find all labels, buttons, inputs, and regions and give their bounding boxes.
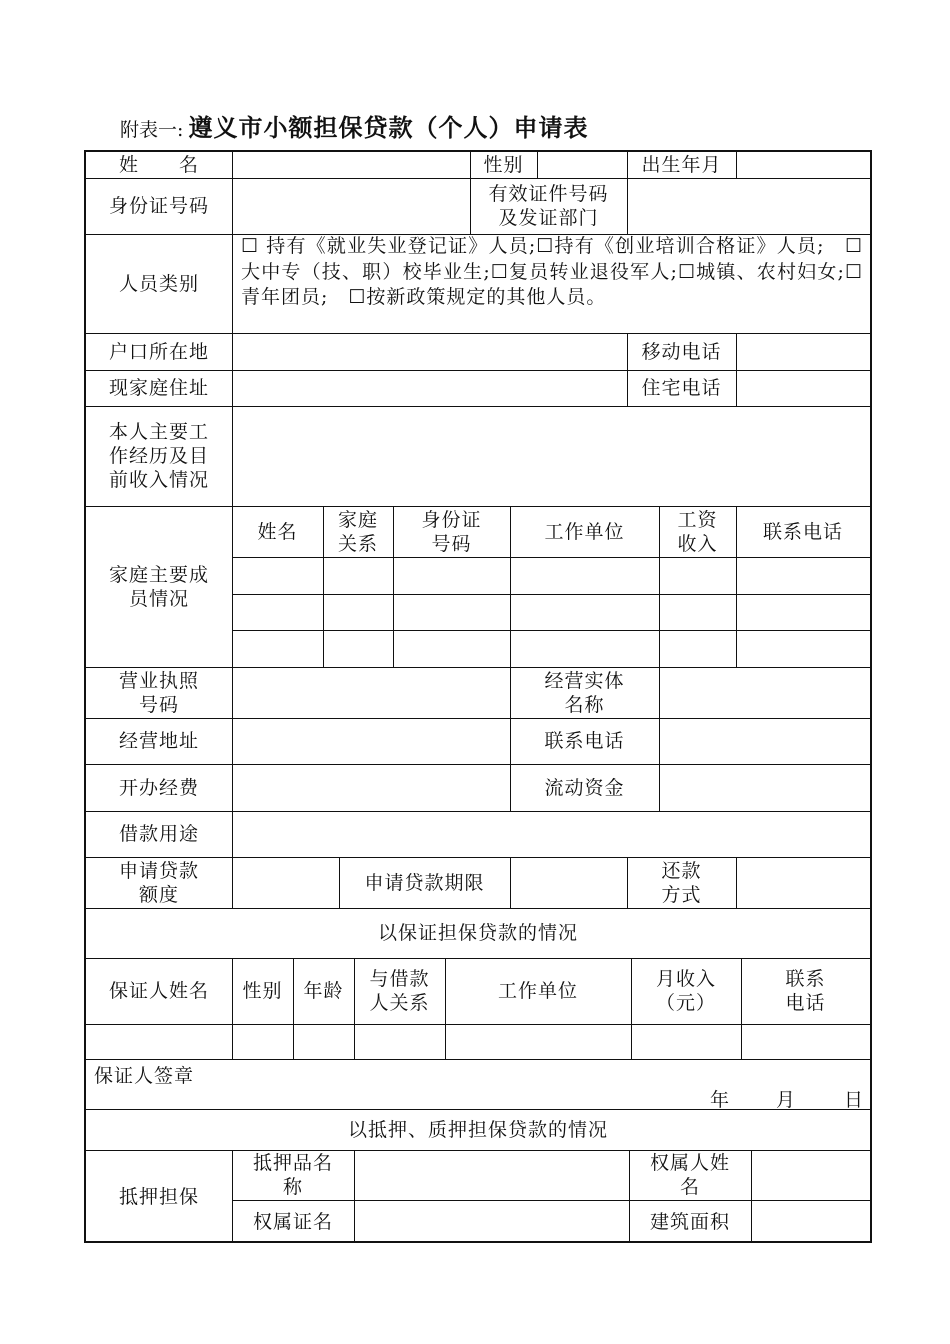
- col-divider: [232, 406, 233, 506]
- application-form: [84, 150, 872, 1243]
- family-header-name: 姓名: [257, 520, 298, 543]
- license-label: 营业执照 号码: [118, 669, 199, 716]
- collateral-label: 抵押担保: [118, 1185, 199, 1208]
- name-label: 姓 名: [118, 154, 199, 176]
- col-divider: [736, 152, 737, 178]
- family-label: 家庭主要成 员情况: [108, 563, 209, 610]
- guarantor-header-gender: 性别: [242, 980, 283, 1002]
- col-divider: [537, 152, 538, 178]
- date-year: 年: [710, 1089, 731, 1111]
- valid-id-label: 有效证件号码 及发证部门: [488, 183, 609, 229]
- col-divider: [232, 152, 233, 178]
- row-divider: [86, 1059, 870, 1060]
- collateral-section-title: 以抵押、质押担保贷款的情况: [347, 1118, 608, 1141]
- collateral-cert-label: 权属证名: [252, 1210, 333, 1233]
- work-history-label: 本人主要工 作经历及目 前收入情况: [108, 421, 209, 491]
- date-month: 月: [776, 1089, 797, 1111]
- col-divider: [736, 857, 737, 908]
- guarantor-header-relation: 与借款 人关系: [369, 968, 430, 1014]
- family-header-id: 身份证 号码: [421, 508, 482, 555]
- repayment-label: 还款 方式: [661, 859, 702, 906]
- col-divider: [232, 234, 233, 333]
- business-address-label: 经营地址: [118, 730, 199, 752]
- row-divider: [232, 594, 870, 595]
- loan-purpose-label: 借款用途: [118, 823, 199, 845]
- business-phone-label: 联系电话: [544, 730, 625, 752]
- birth-label: 出生年月: [641, 154, 722, 176]
- category-label: 人员类别: [118, 272, 199, 295]
- gender-label: 性别: [483, 154, 524, 176]
- guarantor-signature-label: 保证人签章: [94, 1065, 195, 1087]
- title-main: 遵义市小额担保贷款（个人）申请表: [188, 114, 589, 142]
- loan-term-label: 申请贷款期限: [364, 871, 485, 894]
- col-divider: [510, 857, 511, 908]
- id-number-label: 身份证号码: [108, 195, 209, 217]
- family-header-relation: 家庭 关系: [337, 508, 378, 555]
- form-title: [120, 108, 589, 144]
- guarantor-header-income: 月收入 （元）: [655, 968, 716, 1014]
- col-divider: [232, 667, 233, 811]
- guarantor-header-name: 保证人姓名: [108, 980, 209, 1002]
- col-divider: [232, 857, 233, 908]
- col-divider: [627, 178, 628, 234]
- date-day: 日: [844, 1089, 865, 1111]
- guarantee-section-title: 以保证担保贷款的情况: [377, 922, 578, 944]
- hukou-label: 户口所在地: [108, 340, 209, 363]
- loan-amount-label: 申请贷款 额度: [118, 859, 199, 906]
- entity-name-label: 经营实体 名称: [544, 669, 625, 716]
- row-divider: [232, 630, 870, 631]
- guarantor-header-age: 年龄: [303, 980, 344, 1002]
- family-header-phone: 联系电话: [762, 520, 843, 543]
- row-divider: [86, 1024, 870, 1025]
- guarantor-header-employer: 工作单位: [497, 980, 578, 1002]
- family-header-employer: 工作单位: [544, 520, 625, 543]
- family-header-income: 工资 收入: [677, 508, 718, 555]
- col-divider: [232, 178, 233, 234]
- home-phone-label: 住宅电话: [641, 377, 722, 399]
- working-capital-label: 流动资金: [544, 776, 625, 799]
- collateral-item-name-label: 抵押品名 称: [252, 1152, 333, 1198]
- col-divider: [751, 1150, 752, 1243]
- startup-funds-label: 开办经费: [118, 776, 199, 799]
- col-divider: [232, 333, 233, 406]
- address-label: 现家庭住址: [108, 377, 209, 399]
- guarantor-header-phone: 联系 电话: [785, 968, 826, 1014]
- col-divider: [354, 1150, 355, 1243]
- row-divider: [232, 557, 870, 558]
- title-prefix: 附表一:: [120, 119, 184, 141]
- category-options: ☐ 持有《就业失业登记证》人员;☐持有《创业培训合格证》人员; ☐大中专（技、职）校毕业生;☐复员转业退役军人;☐城镇、农村妇女;☐青年团员; ☐按新政策规定的其他人员。: [241, 235, 863, 308]
- col-divider: [659, 667, 660, 811]
- col-divider: [232, 811, 233, 857]
- collateral-area-label: 建筑面积: [649, 1210, 730, 1233]
- col-divider: [736, 333, 737, 406]
- mobile-label: 移动电话: [641, 340, 722, 363]
- collateral-owner-label: 权属人姓 名: [649, 1152, 730, 1198]
